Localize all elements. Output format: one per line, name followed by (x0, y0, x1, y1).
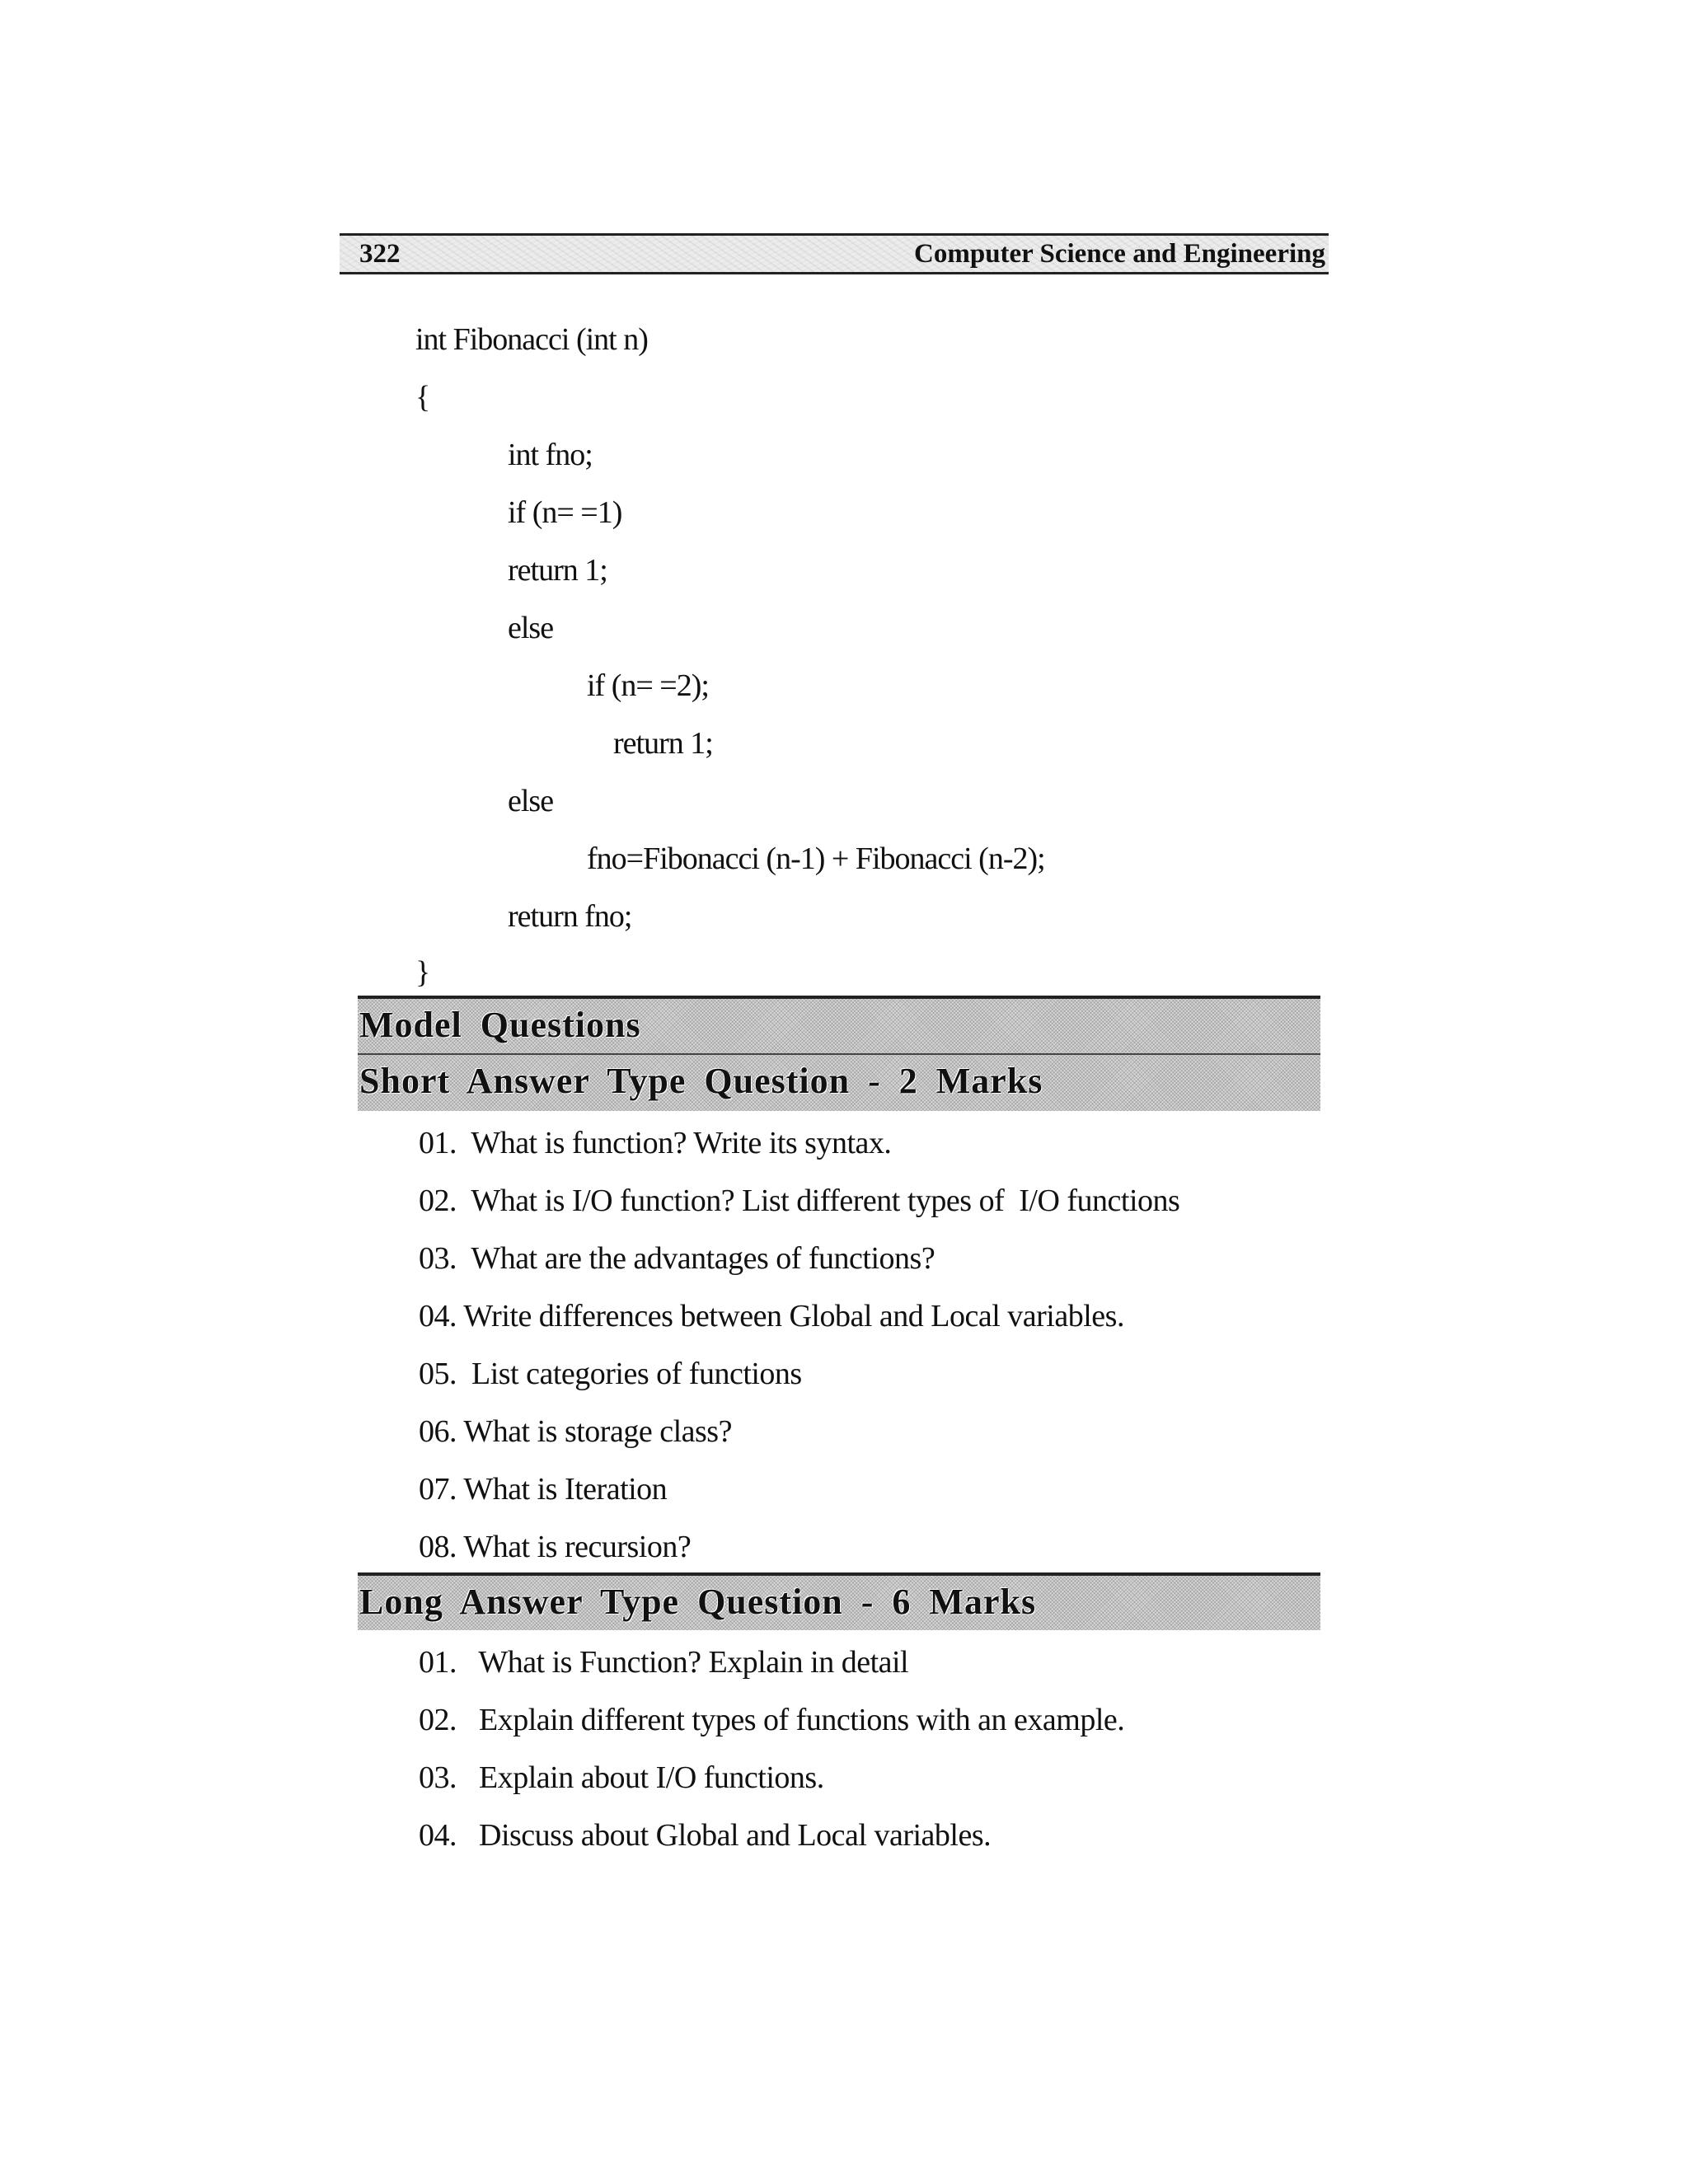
list-item (419, 1760, 824, 1796)
question-number: 02. (419, 1703, 457, 1737)
question-text: Discuss about Global and Local variables. (479, 1818, 992, 1853)
list-item (419, 1298, 1124, 1334)
question-text: What are the advantages of functions? (471, 1241, 935, 1276)
list-item (419, 1356, 802, 1392)
question-number: 04. (419, 1818, 457, 1853)
question-text: Explain different types of functions with an example. (479, 1703, 1125, 1737)
list-item (419, 1817, 991, 1854)
code-line: { (415, 380, 430, 415)
question-number: 06. (419, 1414, 457, 1449)
list-item (419, 1471, 667, 1507)
list-item (419, 1529, 691, 1565)
long-answer-heading (358, 1572, 1320, 1630)
list-item (419, 1413, 732, 1450)
question-number: 03. (419, 1760, 457, 1795)
question-number: 05. (419, 1357, 457, 1391)
list-item (419, 1702, 1124, 1738)
question-number: 07. (419, 1472, 457, 1507)
list-item (419, 1240, 935, 1277)
question-text: What is Function? Explain in detail (478, 1645, 909, 1680)
question-number: 02. (419, 1183, 457, 1218)
question-number: 04. (419, 1299, 457, 1333)
question-text: Explain about I/O functions. (479, 1760, 824, 1795)
question-number: 01. (419, 1126, 457, 1160)
book-title: Computer Science and Engineering (914, 239, 1325, 269)
list-item (419, 1644, 908, 1680)
code-line: else (508, 784, 554, 818)
question-text: What is storage class? (463, 1414, 732, 1449)
code-line: fno=Fibonacci (n-1) + Fibonacci (n-2); (587, 841, 1045, 876)
page-number: 322 (359, 239, 401, 269)
section-title: Model Questions (359, 1005, 641, 1045)
model-questions-heading (358, 996, 1320, 1053)
question-number: 01. (419, 1645, 457, 1680)
code-line: if (n= =1) (508, 495, 622, 530)
question-number: 08. (419, 1530, 457, 1564)
question-text: List categories of functions (471, 1357, 802, 1391)
question-text: What is recursion? (463, 1530, 692, 1564)
question-text: What is function? Write its syntax. (471, 1126, 892, 1160)
code-line: } (415, 955, 430, 990)
code-line: return 1; (613, 726, 713, 761)
code-line: int fno; (508, 438, 593, 472)
running-header (340, 233, 1329, 274)
question-text: What is Iteration (463, 1472, 668, 1507)
question-text: Write differences between Global and Local variables. (463, 1299, 1124, 1333)
list-item (419, 1125, 891, 1161)
code-line: else (508, 611, 554, 645)
code-line: int Fibonacci (int n) (415, 322, 648, 357)
code-line: if (n= =2); (587, 668, 709, 703)
question-text: What is I/O function? List different types of I/O functions (471, 1183, 1180, 1218)
code-line: return 1; (508, 553, 607, 588)
list-item (419, 1183, 1179, 1219)
question-number: 03. (419, 1241, 457, 1276)
section-title: Short Answer Type Question - 2 Marks (359, 1061, 1043, 1101)
short-answer-heading (358, 1053, 1320, 1111)
section-title: Long Answer Type Question - 6 Marks (359, 1582, 1037, 1622)
code-line: return fno; (508, 899, 632, 934)
